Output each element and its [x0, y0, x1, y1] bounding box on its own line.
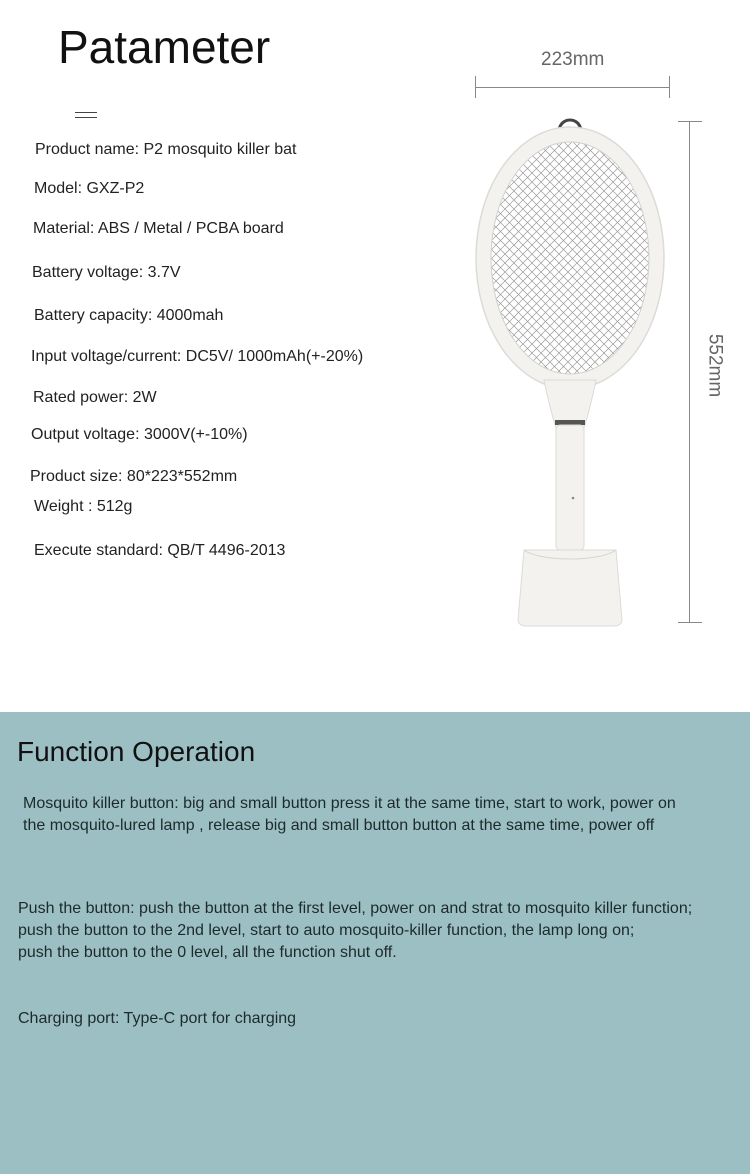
- function-paragraph-charging-port: [18, 1008, 296, 1030]
- width-dimension-label: 223mm: [541, 49, 605, 70]
- param-product-size: Product size: 80*223*552mm: [30, 468, 238, 485]
- function-paragraph-mosquito-button: [23, 793, 676, 837]
- paragraph-line: push the button to the 2nd level, start to auto mosquito-killer function, the lamp long on;: [18, 922, 635, 939]
- charging-base: [518, 550, 622, 626]
- function-paragraph-push-button: [18, 898, 692, 964]
- paragraph-line: the mosquito-lured lamp , release big and small button button at the same time, power off: [23, 817, 655, 834]
- paragraph-line: Charging port: Type-C port for charging: [18, 1010, 297, 1027]
- param-rated-power: Rated power: 2W: [33, 389, 157, 406]
- menu-lines-icon: [75, 112, 97, 124]
- param-input-voltage: Input voltage/current: DC5V/ 1000mAh(+-20%): [31, 348, 364, 365]
- height-dimension-label: 552mm: [704, 333, 726, 398]
- width-dimension-tick-right: [669, 76, 670, 98]
- width-dimension-line: [476, 87, 670, 88]
- paragraph-line: push the button to the 0 level, all the function shut off.: [18, 944, 397, 961]
- param-battery-capacity: Battery capacity: 4000mah: [34, 307, 224, 324]
- mosquito-racket-image: [460, 110, 700, 630]
- racket-handle: [556, 425, 584, 550]
- page-title: Patameter: [58, 21, 271, 73]
- paragraph-line: Push the button: push the button at the first level, power on and strat to mosquito killer function;: [18, 900, 693, 917]
- function-section-title: Function Operation: [17, 736, 256, 767]
- param-model: Model: GXZ-P2: [34, 180, 145, 197]
- indicator-dot: [572, 497, 575, 500]
- paragraph-line: Mosquito killer button: big and small button press it at the same time, start to work, power on: [23, 795, 676, 812]
- param-product-name: Product name: P2 mosquito killer bat: [35, 141, 297, 158]
- param-weight: Weight : 512g: [34, 498, 133, 515]
- width-dimension-tick-left: [475, 76, 476, 98]
- param-output-voltage: Output voltage: 3000V(+-10%): [31, 426, 248, 443]
- param-execute-standard: Execute standard: QB/T 4496-2013: [34, 542, 286, 559]
- param-battery-voltage: Battery voltage: 3.7V: [32, 264, 181, 281]
- racket-band: [555, 420, 585, 425]
- param-material: Material: ABS / Metal / PCBA board: [33, 220, 284, 237]
